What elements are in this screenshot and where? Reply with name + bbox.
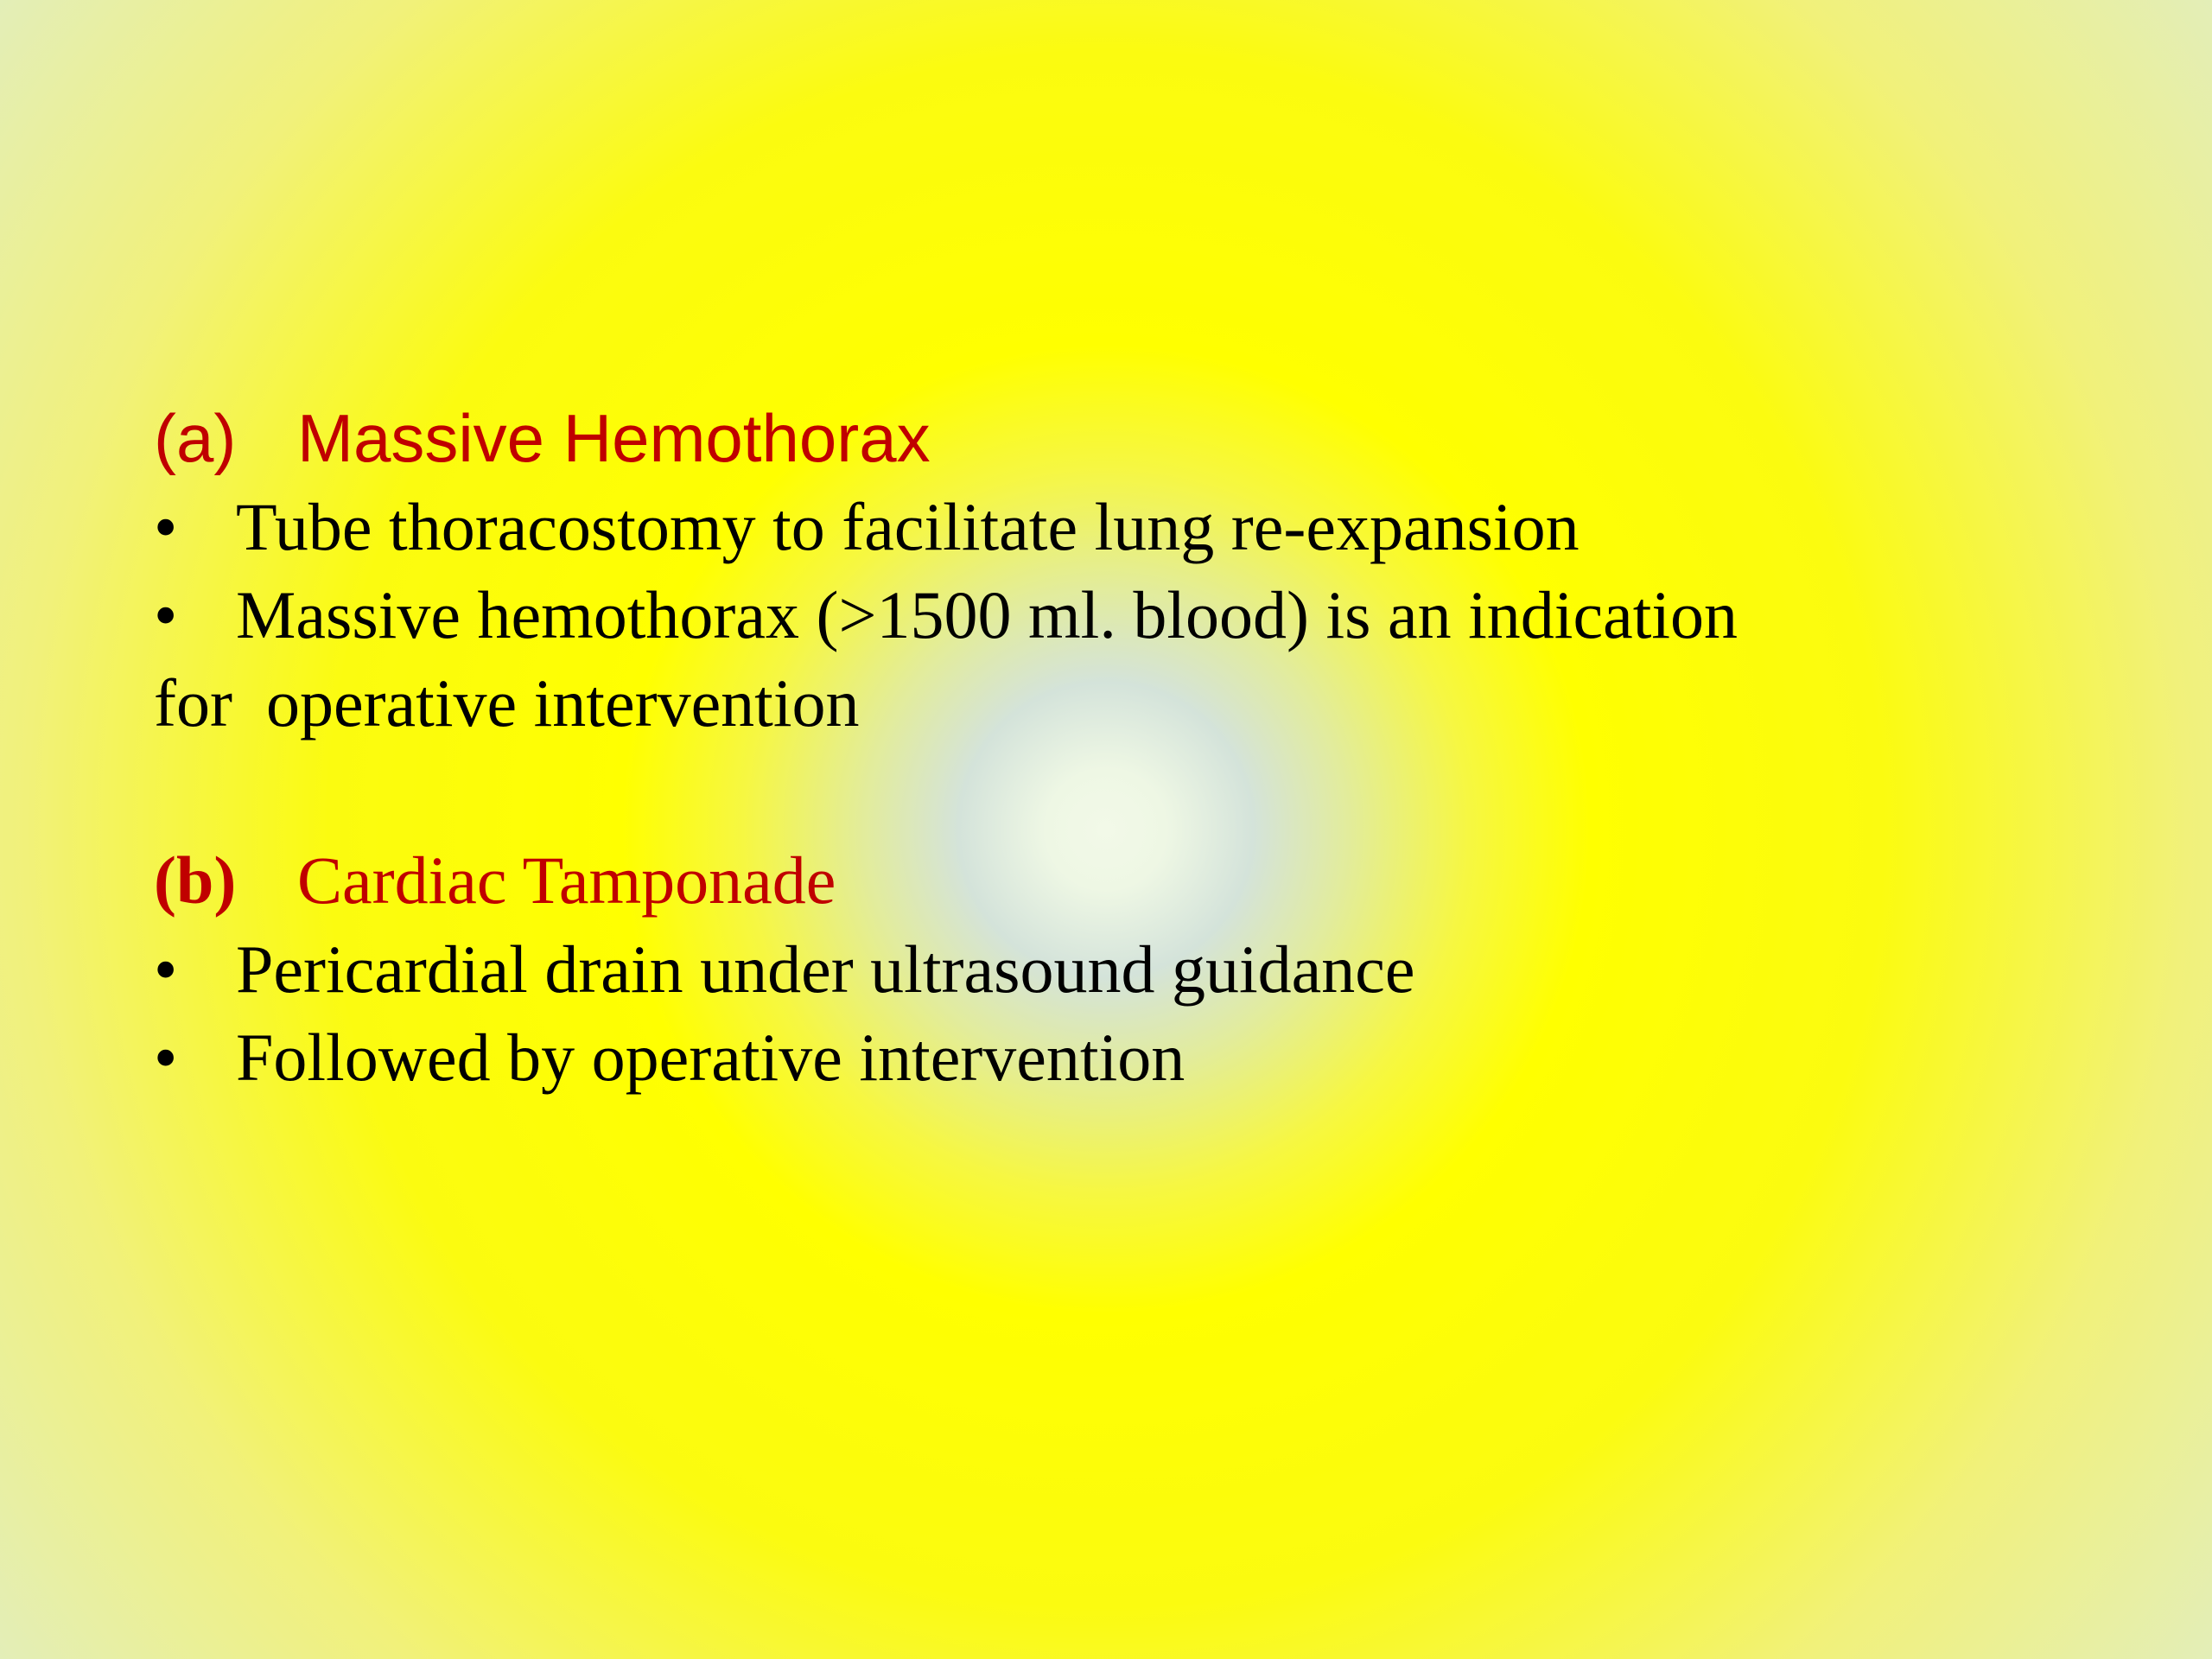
slide-content [154, 393, 2107, 1102]
bullet-text: Massive hemothorax (>1500 ml. blood) is an indication [236, 577, 1738, 652]
section-spacer [154, 747, 2107, 836]
list-item [154, 571, 2107, 659]
bullet-text: Followed by operative intervention [236, 1020, 1185, 1095]
list-item [154, 925, 2107, 1014]
bullet-icon: • [154, 1020, 178, 1095]
section-a-heading [154, 393, 2107, 483]
section-b-title: Cardiac Tamponade [297, 842, 836, 918]
section-b-label: (b) [154, 842, 237, 918]
section-b-heading [154, 836, 2107, 925]
bullet-icon: • [154, 577, 178, 652]
bullet-icon: • [154, 931, 178, 1007]
bullet-icon: • [154, 489, 178, 564]
section-massive-hemothorax [154, 393, 2107, 747]
list-item [154, 1014, 2107, 1102]
section-a-continuation: for operative intervention [154, 665, 860, 741]
section-a-title: Massive Hemothorax [297, 400, 931, 476]
section-a-bullet-list [154, 483, 2107, 659]
section-b-bullet-list [154, 925, 2107, 1102]
section-a-label: (a) [154, 400, 237, 476]
section-cardiac-tamponade [154, 836, 2107, 1102]
bullet-text: Pericardial drain under ultrasound guidance [236, 931, 1415, 1007]
bullet-text: Tube thoracostomy to facilitate lung re-expansion [236, 489, 1580, 564]
list-item [154, 483, 2107, 571]
